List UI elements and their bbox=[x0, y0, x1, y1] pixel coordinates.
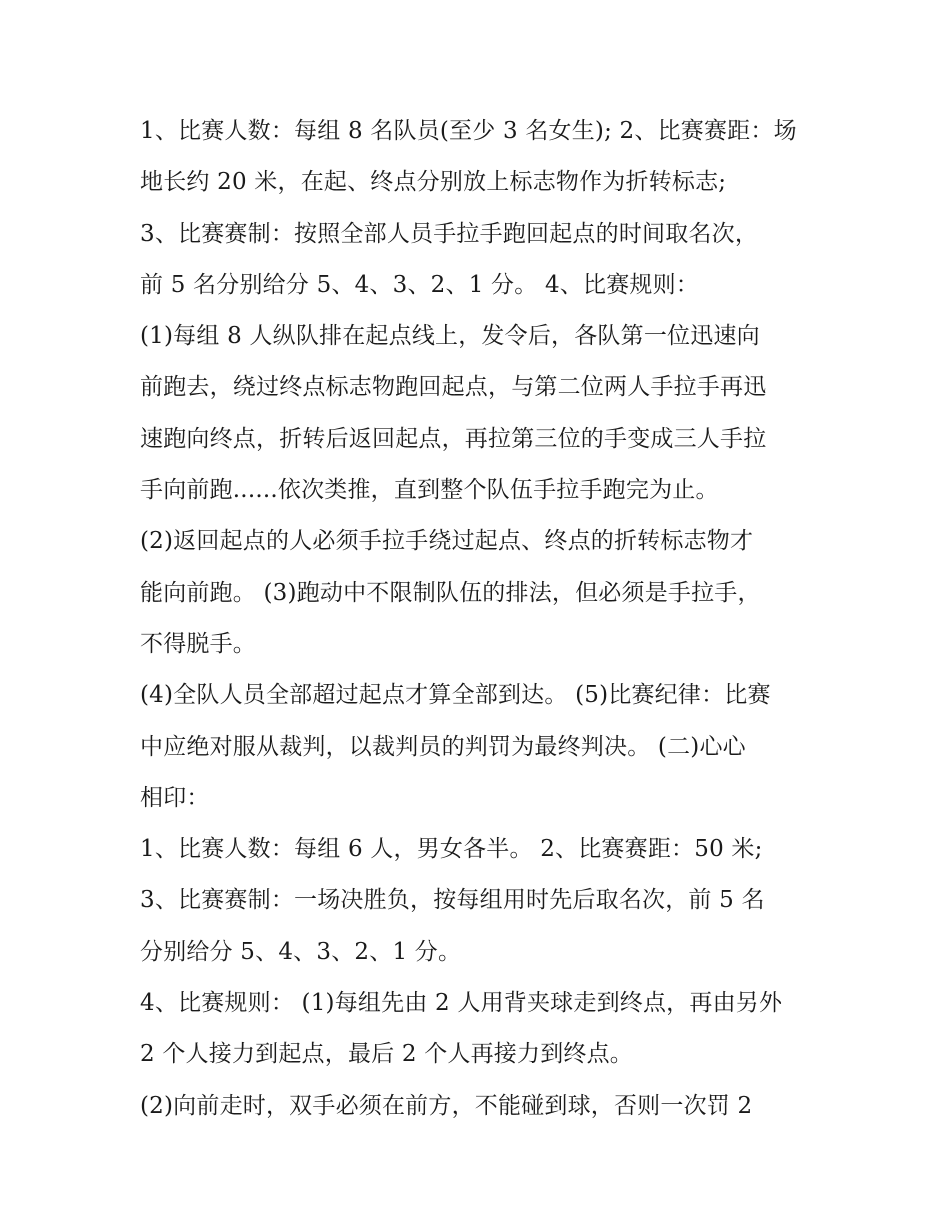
text-line: 中应绝对服从裁判，以裁判员的判罚为最终判决。 (二)心心 bbox=[140, 733, 746, 760]
text-line: 1、比赛人数：每组 8 名队员(至少 3 名女生); 2、比赛赛距：场 bbox=[140, 118, 797, 144]
text-line: 3、比赛赛制：一场决胜负，按每组用时先后取名次，前 5 名 bbox=[140, 887, 765, 914]
text-line: 4、比赛规则： (1)每组先由 2 人用背夹球走到终点，再由另外 bbox=[140, 990, 783, 1017]
text-line: 相印： bbox=[140, 784, 210, 811]
text-line: 手向前跑......依次类推，直到整个队伍手拉手跑完为止。 bbox=[140, 477, 719, 504]
text-line: (1)每组 8 人纵队排在起点线上，发令后，各队第一位迅速向 bbox=[140, 323, 760, 350]
text-line: (2)返回起点的人必须手拉手绕过起点、终点的折转标志物才 bbox=[140, 528, 754, 555]
text-line: 分别给分 5、4、3、2、1 分。 bbox=[140, 938, 462, 965]
text-line: 1、比赛人数：每组 6 人，男女各半。 2、比赛赛距：50 米; bbox=[140, 836, 763, 863]
text-line: 不得脱手。 bbox=[140, 630, 256, 657]
text-line: 地长约 20 米，在起、终点分别放上标志物作为折转标志; bbox=[140, 169, 727, 196]
text-line: (4)全队人员全部超过起点才算全部到达。 (5)比赛纪律：比赛 bbox=[140, 682, 771, 709]
text-line: 能向前跑。 (3)跑动中不限制队伍的排法，但必须是手拉手， bbox=[140, 579, 761, 606]
document-body bbox=[140, 106, 820, 1132]
text-line: (2)向前走时，双手必须在前方，不能碰到球，否则一次罚 2 bbox=[140, 1092, 753, 1119]
text-line: 前跑去，绕过终点标志物跑回起点，与第二位两人手拉手再迅 bbox=[140, 374, 767, 401]
text-line: 2 个人接力到起点，最后 2 个人再接力到终点。 bbox=[140, 1041, 633, 1068]
text-line: 3、比赛赛制：按照全部人员手拉手跑回起点的时间取名次， bbox=[140, 220, 759, 247]
text-line: 前 5 名分别给分 5、4、3、2、1 分。 4、比赛规则： bbox=[140, 271, 699, 298]
text-line: 速跑向终点，折转后返回起点，再拉第三位的手变成三人手拉 bbox=[140, 425, 767, 452]
